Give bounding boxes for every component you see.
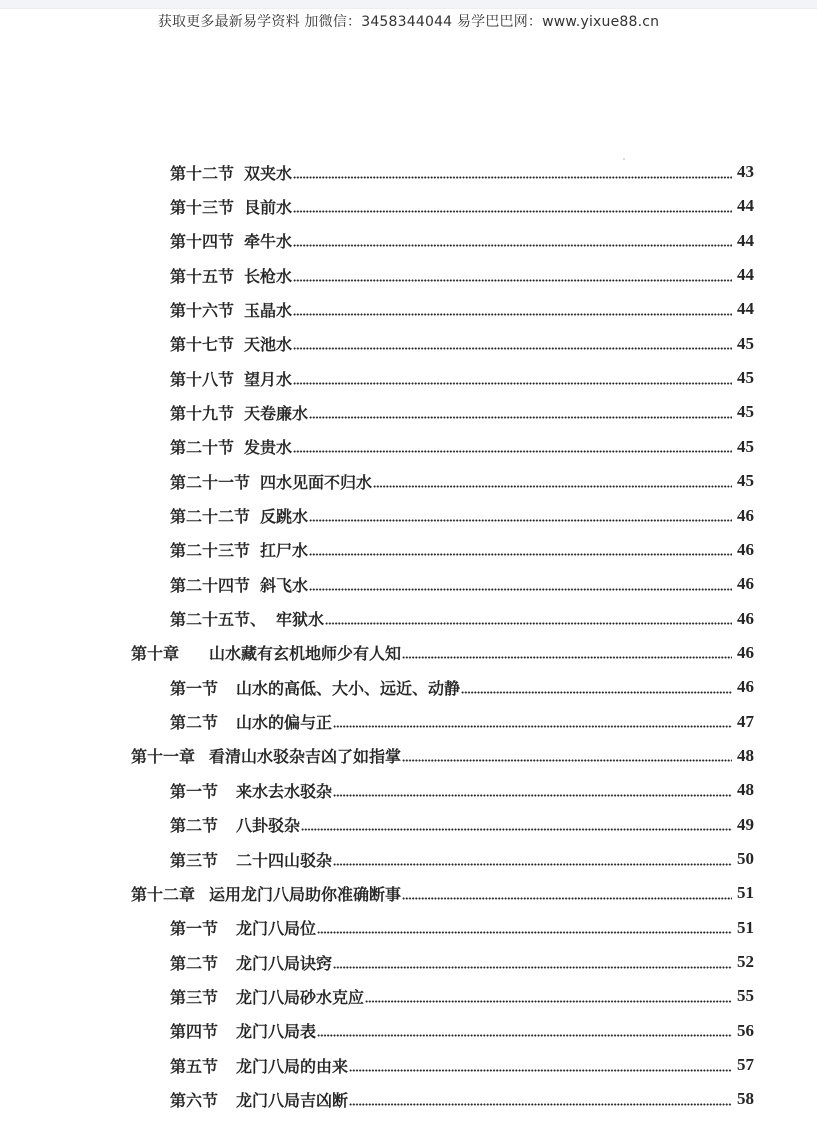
page-number: 58 [737,1089,754,1109]
entry-title: 龙门八局诀窍 [236,953,333,973]
page-number: 46 [737,642,754,662]
dot-leader [293,176,732,179]
dot-leader [333,725,732,728]
toc-section-entry [170,602,754,636]
page-number: 46 [737,505,754,525]
top-strip [0,0,817,9]
entry-title: 看清山水驳杂吉凶了如指掌 [209,747,402,767]
entry-number: 第十五节 [170,266,235,286]
toc-section-entry [170,1082,754,1116]
toc-chapter-entry [131,739,754,773]
toc-section-entry [170,430,754,464]
page-number: 47 [737,711,754,731]
entry-title: 四水见面不归水 [260,472,373,492]
dot-leader [309,416,732,419]
page-number: 50 [737,849,754,868]
entry-number: 第二十一节 [170,472,251,492]
dot-leader [293,244,732,247]
entry-number: 第二十三节 [170,541,251,561]
dot-leader [349,1069,732,1072]
entry-title: 龙门八局砂水克应 [236,987,365,1007]
entry-number: 第十四节 [170,232,235,252]
page-number: 46 [737,677,754,697]
toc-section-entry [170,705,754,739]
toc-section-entry [170,533,754,567]
entry-number: 第十二章 [131,884,196,904]
page-number: 57 [737,1055,754,1075]
dot-leader [293,279,732,282]
entry-title: 龙门八局位 [236,919,317,939]
toc-chapter-entry [131,876,754,910]
entry-title: 天卷廉水 [244,403,309,423]
entry-number: 第十八节 [170,369,235,389]
toc-section-entry [170,911,754,945]
dot-leader [293,313,732,316]
watermark-header: 获取更多最新易学资料 加微信：3458344044 易学巴巴网：www.yixue88.cn [157,14,660,30]
entry-number: 第十九节 [170,403,235,423]
page-number: 51 [737,917,754,937]
entry-title: 斜飞水 [260,575,309,595]
toc-section-entry [170,292,754,326]
entry-number: 第四节 [170,1022,219,1042]
dot-leader [402,759,732,762]
dot-leader [293,382,732,385]
entry-title: 山水的偏与正 [236,713,333,733]
dot-leader [402,656,732,659]
entry-number: 第一节 [170,919,219,939]
toc-section-entry [170,499,754,533]
toc-chapter-entry [131,636,754,670]
entry-number: 第二节 [170,953,219,973]
entry-title: 山水的高低、大小、远近、动静 [236,678,461,698]
entry-title: 艮前水 [244,197,293,217]
entry-number: 第六节 [170,1090,219,1110]
dot-leader [301,828,732,831]
entry-title: 天池水 [244,335,293,355]
page-number: 49 [737,814,754,834]
dot-leader [309,553,732,556]
entry-number: 第一节 [170,678,219,698]
toc-section-entry [170,773,754,807]
entry-title: 山水藏有玄机地师少有人知 [209,644,402,664]
dot-leader [309,519,732,522]
page-number: 51 [737,883,754,903]
entry-number: 第十三节 [170,197,235,217]
dot-leader [317,931,732,934]
entry-number: 第五节 [170,1056,219,1076]
page-number: 44 [737,196,754,216]
page-number: 45 [737,333,754,353]
toc-section-entry [170,258,754,292]
entry-title: 二十四山驳杂 [236,850,333,870]
toc-section-entry [170,808,754,842]
page-number: 46 [737,539,754,559]
page-number: 52 [737,952,754,972]
dot-leader [317,1034,732,1037]
entry-title: 望月水 [244,369,293,389]
entry-number: 第十二节 [170,163,235,183]
toc-section-entry [170,224,754,258]
dot-leader [325,622,732,625]
page-number: 46 [737,574,754,594]
entry-number: 第一节 [170,781,219,801]
page-number: 45 [737,436,754,456]
toc-section-entry [170,979,754,1013]
entry-title: 龙门八局的由来 [236,1056,349,1076]
toc-section-entry [170,567,754,601]
toc-section-entry [170,1014,754,1048]
entry-title: 来水去水驳杂 [236,781,333,801]
entry-title: 运用龙门八局助你准确断事 [209,884,402,904]
page-number: 44 [737,299,754,319]
page-number: 44 [737,265,754,285]
dot-leader [402,897,732,900]
entry-number: 第二十二节 [170,507,251,526]
dot-leader [293,347,732,350]
entry-title: 龙门八局表 [236,1022,317,1042]
toc-section-entry [170,327,754,361]
page-number: 44 [737,230,754,250]
page-number: 55 [737,986,754,1006]
entry-number: 第十一章 [131,747,196,767]
dot-leader [293,450,732,453]
entry-number: 第十章 [131,644,180,664]
page-number: 45 [737,471,754,491]
toc-section-entry [170,464,754,498]
toc-section-entry [170,361,754,395]
entry-title: 牢狱水 [276,610,325,630]
toc-section-entry [170,842,754,876]
dot-leader [333,794,732,797]
page-number: 48 [737,780,754,800]
entry-number: 第二十节 [170,438,235,458]
entry-title: 扛尸水 [260,541,309,561]
entry-title: 玉晶水 [244,300,293,320]
toc-section-entry [170,945,754,979]
dot-leader [373,485,732,488]
page-number: 45 [737,368,754,388]
entry-title: 双夹水 [244,163,293,183]
dot-leader [309,588,732,591]
entry-number: 第二节 [170,713,219,733]
page-number: 46 [737,608,754,628]
toc-section-entry [170,670,754,704]
page-number: 43 [737,162,754,181]
toc-section-entry [170,395,754,429]
entry-title: 八卦驳杂 [236,816,301,836]
entry-number: 第二节 [170,816,219,836]
dot-leader [365,1000,732,1003]
entry-title: 长枪水 [244,266,293,286]
page-number: 56 [737,1020,754,1040]
dot-leader [333,966,732,969]
toc-section-entry [170,189,754,223]
entry-title: 发贵水 [244,438,293,458]
dot-leader [293,210,732,213]
entry-title: 牵牛水 [244,232,293,252]
dot-leader [349,1103,732,1106]
entry-title: 龙门八局吉凶断 [236,1090,349,1110]
toc-section-entry [170,155,754,189]
toc-section-entry [170,1048,754,1082]
dot-leader [461,691,732,694]
dot-leader [333,863,732,866]
entry-number: 第二十五节、 [170,610,267,630]
entry-number: 第二十四节 [170,575,251,595]
entry-number: 第十六节 [170,300,235,320]
entry-number: 第三节 [170,987,219,1007]
entry-title: 反跳水 [260,507,309,526]
page-number: 48 [737,745,754,765]
page-number: 45 [737,402,754,422]
entry-number: 第三节 [170,850,219,870]
entry-number: 第十七节 [170,335,235,355]
